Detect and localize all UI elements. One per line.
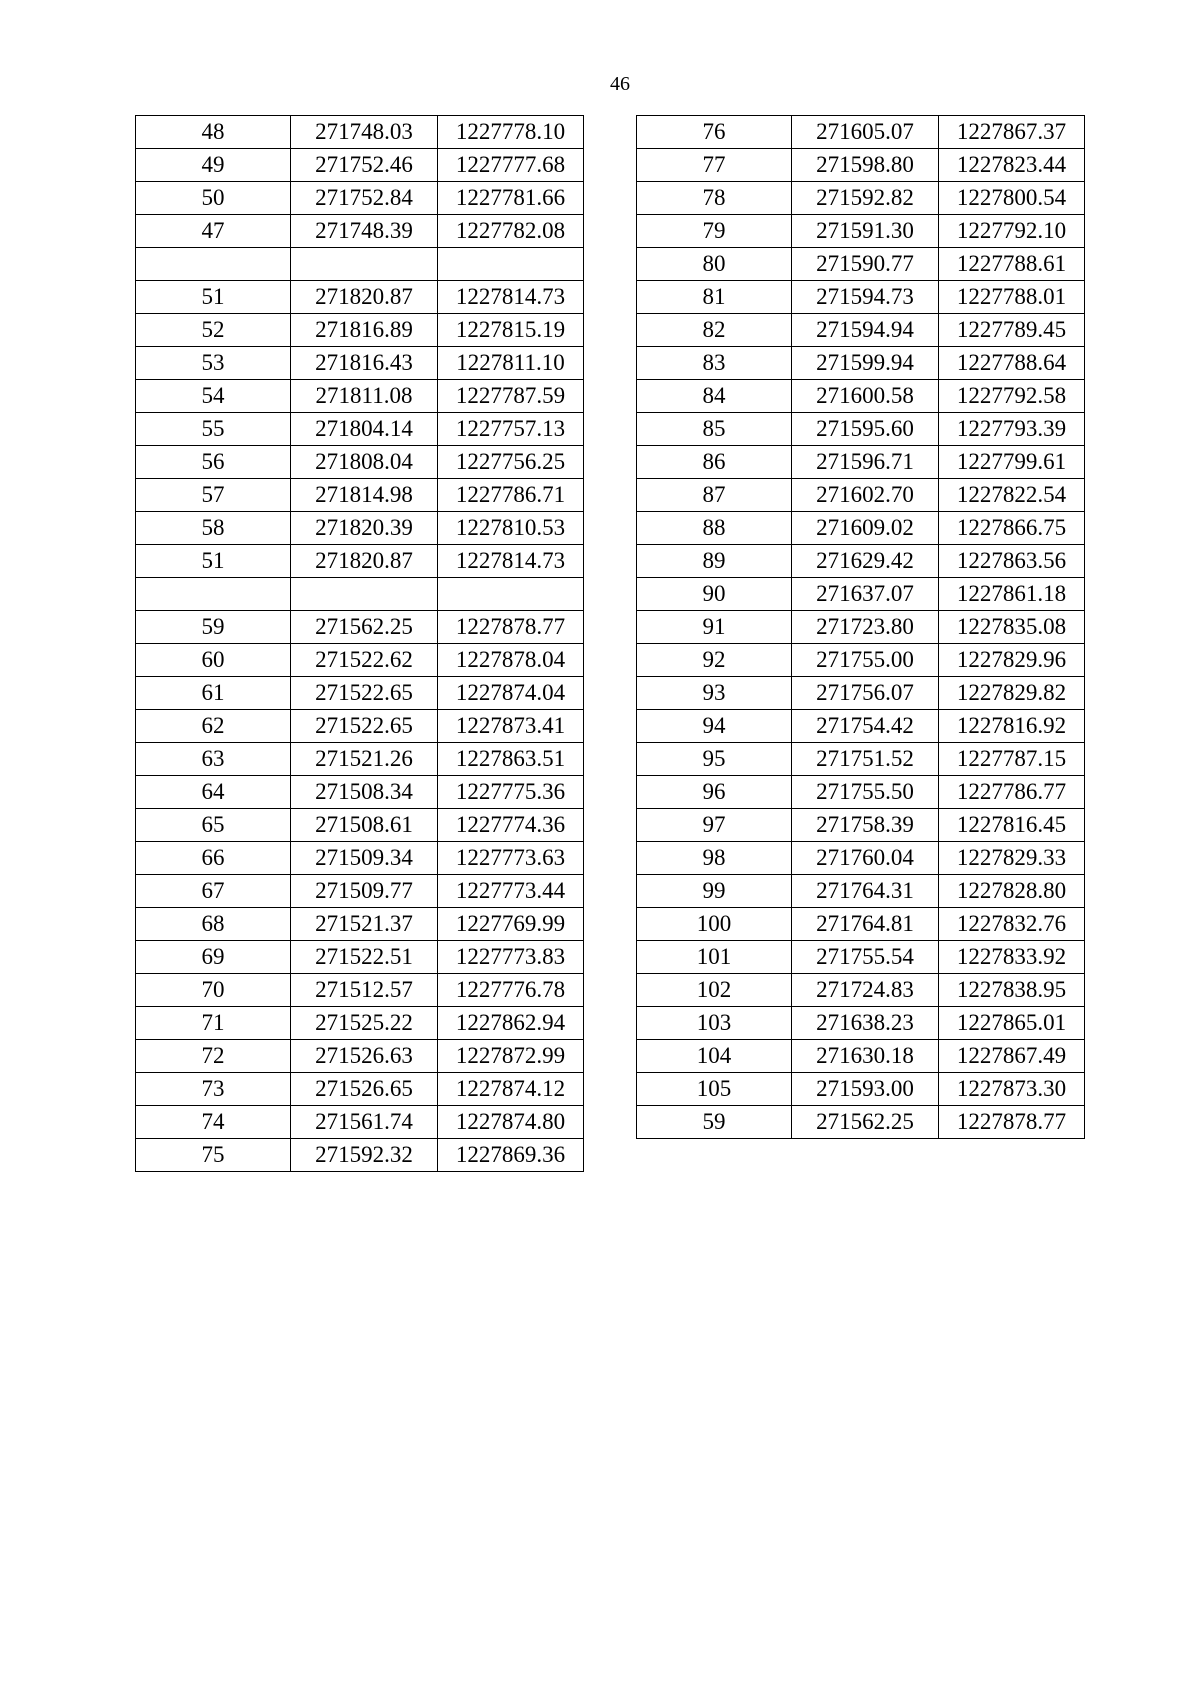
x-coordinate-cell: 271561.74 [291, 1106, 438, 1139]
x-coordinate-cell: 271820.87 [291, 545, 438, 578]
table-row [136, 875, 584, 908]
point-number-cell [136, 248, 291, 281]
point-number-cell: 98 [637, 842, 792, 875]
table-row [136, 347, 584, 380]
y-coordinate-cell: 1227814.73 [438, 281, 584, 314]
point-number-cell: 83 [637, 347, 792, 380]
table-row [637, 710, 1085, 743]
x-coordinate-cell: 271599.94 [792, 347, 939, 380]
table-row [637, 479, 1085, 512]
coordinates-table-left-body [136, 116, 584, 1172]
y-coordinate-cell: 1227874.12 [438, 1073, 584, 1106]
x-coordinate-cell: 271508.34 [291, 776, 438, 809]
y-coordinate-cell: 1227816.92 [939, 710, 1085, 743]
y-coordinate-cell: 1227811.10 [438, 347, 584, 380]
y-coordinate-cell: 1227861.18 [939, 578, 1085, 611]
point-number-cell: 91 [637, 611, 792, 644]
table-row [136, 512, 584, 545]
point-number-cell: 90 [637, 578, 792, 611]
y-coordinate-cell: 1227773.44 [438, 875, 584, 908]
point-number-cell: 73 [136, 1073, 291, 1106]
point-number-cell: 75 [136, 1139, 291, 1172]
y-coordinate-cell: 1227869.36 [438, 1139, 584, 1172]
x-coordinate-cell: 271602.70 [792, 479, 939, 512]
point-number-cell: 50 [136, 182, 291, 215]
point-number-cell: 81 [637, 281, 792, 314]
y-coordinate-cell: 1227792.58 [939, 380, 1085, 413]
y-coordinate-cell: 1227829.82 [939, 677, 1085, 710]
y-coordinate-cell: 1227799.61 [939, 446, 1085, 479]
x-coordinate-cell [291, 578, 438, 611]
table-row [637, 743, 1085, 776]
y-coordinate-cell: 1227833.92 [939, 941, 1085, 974]
point-number-cell: 102 [637, 974, 792, 1007]
point-number-cell: 51 [136, 281, 291, 314]
y-coordinate-cell: 1227873.30 [939, 1073, 1085, 1106]
x-coordinate-cell: 271595.60 [792, 413, 939, 446]
point-number-cell: 58 [136, 512, 291, 545]
y-coordinate-cell: 1227769.99 [438, 908, 584, 941]
x-coordinate-cell: 271590.77 [792, 248, 939, 281]
table-row [136, 1073, 584, 1106]
point-number-cell: 60 [136, 644, 291, 677]
x-coordinate-cell: 271594.94 [792, 314, 939, 347]
x-coordinate-cell: 271820.39 [291, 512, 438, 545]
table-row [136, 842, 584, 875]
y-coordinate-cell: 1227872.99 [438, 1040, 584, 1073]
table-row [637, 413, 1085, 446]
table-row [637, 281, 1085, 314]
y-coordinate-cell: 1227863.51 [438, 743, 584, 776]
point-number-cell [136, 578, 291, 611]
y-coordinate-cell: 1227878.04 [438, 644, 584, 677]
x-coordinate-cell: 271591.30 [792, 215, 939, 248]
point-number-cell: 64 [136, 776, 291, 809]
table-row [136, 908, 584, 941]
y-coordinate-cell: 1227757.13 [438, 413, 584, 446]
point-number-cell: 72 [136, 1040, 291, 1073]
point-number-cell: 78 [637, 182, 792, 215]
y-coordinate-cell: 1227865.01 [939, 1007, 1085, 1040]
y-coordinate-cell: 1227828.80 [939, 875, 1085, 908]
x-coordinate-cell: 271751.52 [792, 743, 939, 776]
table-row [637, 941, 1085, 974]
point-number-cell: 70 [136, 974, 291, 1007]
table-row [637, 1040, 1085, 1073]
table-row [637, 809, 1085, 842]
point-number-cell: 94 [637, 710, 792, 743]
point-number-cell: 101 [637, 941, 792, 974]
x-coordinate-cell: 271522.65 [291, 710, 438, 743]
table-row [136, 710, 584, 743]
y-coordinate-cell: 1227787.59 [438, 380, 584, 413]
x-coordinate-cell: 271764.81 [792, 908, 939, 941]
point-number-cell: 104 [637, 1040, 792, 1073]
x-coordinate-cell: 271752.46 [291, 149, 438, 182]
y-coordinate-cell: 1227773.63 [438, 842, 584, 875]
table-row [136, 116, 584, 149]
y-coordinate-cell: 1227838.95 [939, 974, 1085, 1007]
table-row [637, 512, 1085, 545]
y-coordinate-cell: 1227788.61 [939, 248, 1085, 281]
y-coordinate-cell: 1227792.10 [939, 215, 1085, 248]
x-coordinate-cell: 271521.26 [291, 743, 438, 776]
x-coordinate-cell: 271755.50 [792, 776, 939, 809]
y-coordinate-cell: 1227756.25 [438, 446, 584, 479]
point-number-cell: 67 [136, 875, 291, 908]
point-number-cell: 55 [136, 413, 291, 446]
point-number-cell: 79 [637, 215, 792, 248]
y-coordinate-cell: 1227822.54 [939, 479, 1085, 512]
x-coordinate-cell: 271525.22 [291, 1007, 438, 1040]
x-coordinate-cell: 271630.18 [792, 1040, 939, 1073]
table-row [637, 545, 1085, 578]
point-number-cell: 51 [136, 545, 291, 578]
table-row [637, 1073, 1085, 1106]
table-row [637, 611, 1085, 644]
table-row [136, 776, 584, 809]
y-coordinate-cell: 1227774.36 [438, 809, 584, 842]
x-coordinate-cell: 271605.07 [792, 116, 939, 149]
table-row [136, 677, 584, 710]
point-number-cell: 103 [637, 1007, 792, 1040]
x-coordinate-cell: 271754.42 [792, 710, 939, 743]
x-coordinate-cell: 271758.39 [792, 809, 939, 842]
y-coordinate-cell: 1227810.53 [438, 512, 584, 545]
point-number-cell: 61 [136, 677, 291, 710]
y-coordinate-cell: 1227776.78 [438, 974, 584, 1007]
point-number-cell: 100 [637, 908, 792, 941]
table-row [637, 182, 1085, 215]
point-number-cell: 52 [136, 314, 291, 347]
table-row [637, 380, 1085, 413]
y-coordinate-cell: 1227775.36 [438, 776, 584, 809]
y-coordinate-cell: 1227781.66 [438, 182, 584, 215]
x-coordinate-cell: 271512.57 [291, 974, 438, 1007]
table-row [637, 215, 1085, 248]
x-coordinate-cell: 271804.14 [291, 413, 438, 446]
coordinates-table-left [135, 115, 584, 1172]
table-row [136, 281, 584, 314]
y-coordinate-cell: 1227778.10 [438, 116, 584, 149]
y-coordinate-cell: 1227788.01 [939, 281, 1085, 314]
table-row [637, 446, 1085, 479]
point-number-cell: 74 [136, 1106, 291, 1139]
table-row [136, 182, 584, 215]
table-row [637, 1106, 1085, 1139]
y-coordinate-cell: 1227823.44 [939, 149, 1085, 182]
y-coordinate-cell: 1227788.64 [939, 347, 1085, 380]
point-number-cell: 56 [136, 446, 291, 479]
table-row [136, 1040, 584, 1073]
table-row [136, 611, 584, 644]
y-coordinate-cell: 1227773.83 [438, 941, 584, 974]
x-coordinate-cell: 271816.89 [291, 314, 438, 347]
table-row [136, 974, 584, 1007]
table-row [136, 545, 584, 578]
x-coordinate-cell: 271592.82 [792, 182, 939, 215]
y-coordinate-cell: 1227878.77 [939, 1106, 1085, 1139]
point-number-cell: 82 [637, 314, 792, 347]
x-coordinate-cell: 271755.00 [792, 644, 939, 677]
y-coordinate-cell: 1227789.45 [939, 314, 1085, 347]
y-coordinate-cell: 1227867.49 [939, 1040, 1085, 1073]
y-coordinate-cell: 1227866.75 [939, 512, 1085, 545]
point-number-cell: 69 [136, 941, 291, 974]
x-coordinate-cell: 271811.08 [291, 380, 438, 413]
table-row [637, 116, 1085, 149]
x-coordinate-cell: 271592.32 [291, 1139, 438, 1172]
point-number-cell: 59 [136, 611, 291, 644]
point-number-cell: 49 [136, 149, 291, 182]
point-number-cell: 77 [637, 149, 792, 182]
x-coordinate-cell: 271600.58 [792, 380, 939, 413]
table-row [136, 413, 584, 446]
table-row [136, 1007, 584, 1040]
point-number-cell: 65 [136, 809, 291, 842]
x-coordinate-cell: 271814.98 [291, 479, 438, 512]
y-coordinate-cell: 1227786.71 [438, 479, 584, 512]
x-coordinate-cell: 271629.42 [792, 545, 939, 578]
point-number-cell: 71 [136, 1007, 291, 1040]
table-row [136, 644, 584, 677]
x-coordinate-cell: 271756.07 [792, 677, 939, 710]
table-row [136, 743, 584, 776]
y-coordinate-cell: 1227862.94 [438, 1007, 584, 1040]
x-coordinate-cell: 271723.80 [792, 611, 939, 644]
table-row [136, 479, 584, 512]
y-coordinate-cell: 1227816.45 [939, 809, 1085, 842]
x-coordinate-cell: 271752.84 [291, 182, 438, 215]
point-number-cell: 105 [637, 1073, 792, 1106]
y-coordinate-cell: 1227777.68 [438, 149, 584, 182]
x-coordinate-cell: 271816.43 [291, 347, 438, 380]
point-number-cell: 57 [136, 479, 291, 512]
x-coordinate-cell: 271594.73 [792, 281, 939, 314]
y-coordinate-cell: 1227873.41 [438, 710, 584, 743]
table-row [136, 578, 584, 611]
y-coordinate-cell: 1227832.76 [939, 908, 1085, 941]
x-coordinate-cell: 271609.02 [792, 512, 939, 545]
point-number-cell: 92 [637, 644, 792, 677]
x-coordinate-cell: 271760.04 [792, 842, 939, 875]
point-number-cell: 89 [637, 545, 792, 578]
x-coordinate-cell: 271808.04 [291, 446, 438, 479]
y-coordinate-cell: 1227867.37 [939, 116, 1085, 149]
table-row [136, 314, 584, 347]
table-row [637, 1007, 1085, 1040]
table-row [637, 578, 1085, 611]
x-coordinate-cell: 271637.07 [792, 578, 939, 611]
point-number-cell: 48 [136, 116, 291, 149]
point-number-cell: 68 [136, 908, 291, 941]
x-coordinate-cell: 271748.39 [291, 215, 438, 248]
x-coordinate-cell: 271755.54 [792, 941, 939, 974]
x-coordinate-cell: 271764.31 [792, 875, 939, 908]
point-number-cell: 95 [637, 743, 792, 776]
y-coordinate-cell [438, 248, 584, 281]
x-coordinate-cell: 271562.25 [792, 1106, 939, 1139]
y-coordinate-cell: 1227814.73 [438, 545, 584, 578]
point-number-cell: 47 [136, 215, 291, 248]
x-coordinate-cell: 271638.23 [792, 1007, 939, 1040]
point-number-cell: 96 [637, 776, 792, 809]
point-number-cell: 93 [637, 677, 792, 710]
y-coordinate-cell: 1227815.19 [438, 314, 584, 347]
table-row [637, 776, 1085, 809]
coordinates-table-right-body [637, 116, 1085, 1139]
x-coordinate-cell: 271522.65 [291, 677, 438, 710]
table-row [637, 248, 1085, 281]
y-coordinate-cell: 1227787.15 [939, 743, 1085, 776]
point-number-cell: 59 [637, 1106, 792, 1139]
y-coordinate-cell: 1227786.77 [939, 776, 1085, 809]
x-coordinate-cell: 271526.63 [291, 1040, 438, 1073]
point-number-cell: 88 [637, 512, 792, 545]
y-coordinate-cell: 1227829.33 [939, 842, 1085, 875]
x-coordinate-cell: 271522.51 [291, 941, 438, 974]
y-coordinate-cell: 1227863.56 [939, 545, 1085, 578]
table-row [136, 809, 584, 842]
page-number: 46 [610, 73, 630, 95]
point-number-cell: 97 [637, 809, 792, 842]
x-coordinate-cell: 271509.77 [291, 875, 438, 908]
y-coordinate-cell: 1227878.77 [438, 611, 584, 644]
table-row [637, 644, 1085, 677]
x-coordinate-cell: 271508.61 [291, 809, 438, 842]
table-row [136, 1139, 584, 1172]
y-coordinate-cell: 1227874.04 [438, 677, 584, 710]
point-number-cell: 85 [637, 413, 792, 446]
x-coordinate-cell: 271724.83 [792, 974, 939, 1007]
x-coordinate-cell: 271509.34 [291, 842, 438, 875]
table-row [136, 248, 584, 281]
point-number-cell: 76 [637, 116, 792, 149]
table-row [637, 875, 1085, 908]
x-coordinate-cell: 271522.62 [291, 644, 438, 677]
point-number-cell: 62 [136, 710, 291, 743]
x-coordinate-cell: 271820.87 [291, 281, 438, 314]
table-row [637, 974, 1085, 1007]
y-coordinate-cell [438, 578, 584, 611]
table-row [637, 314, 1085, 347]
table-row [136, 446, 584, 479]
x-coordinate-cell: 271593.00 [792, 1073, 939, 1106]
y-coordinate-cell: 1227800.54 [939, 182, 1085, 215]
x-coordinate-cell: 271598.80 [792, 149, 939, 182]
table-row [136, 941, 584, 974]
point-number-cell: 63 [136, 743, 291, 776]
table-row [637, 842, 1085, 875]
coordinates-table-right [636, 115, 1085, 1139]
x-coordinate-cell [291, 248, 438, 281]
y-coordinate-cell: 1227835.08 [939, 611, 1085, 644]
point-number-cell: 99 [637, 875, 792, 908]
table-row [637, 149, 1085, 182]
point-number-cell: 87 [637, 479, 792, 512]
table-row [136, 149, 584, 182]
point-number-cell: 86 [637, 446, 792, 479]
x-coordinate-cell: 271596.71 [792, 446, 939, 479]
x-coordinate-cell: 271562.25 [291, 611, 438, 644]
y-coordinate-cell: 1227782.08 [438, 215, 584, 248]
point-number-cell: 66 [136, 842, 291, 875]
table-row [136, 380, 584, 413]
x-coordinate-cell: 271526.65 [291, 1073, 438, 1106]
y-coordinate-cell: 1227793.39 [939, 413, 1085, 446]
y-coordinate-cell: 1227874.80 [438, 1106, 584, 1139]
table-row [637, 908, 1085, 941]
point-number-cell: 84 [637, 380, 792, 413]
point-number-cell: 80 [637, 248, 792, 281]
point-number-cell: 54 [136, 380, 291, 413]
x-coordinate-cell: 271748.03 [291, 116, 438, 149]
table-row [136, 1106, 584, 1139]
table-row [637, 677, 1085, 710]
table-row [136, 215, 584, 248]
table-row [637, 347, 1085, 380]
y-coordinate-cell: 1227829.96 [939, 644, 1085, 677]
point-number-cell: 53 [136, 347, 291, 380]
x-coordinate-cell: 271521.37 [291, 908, 438, 941]
